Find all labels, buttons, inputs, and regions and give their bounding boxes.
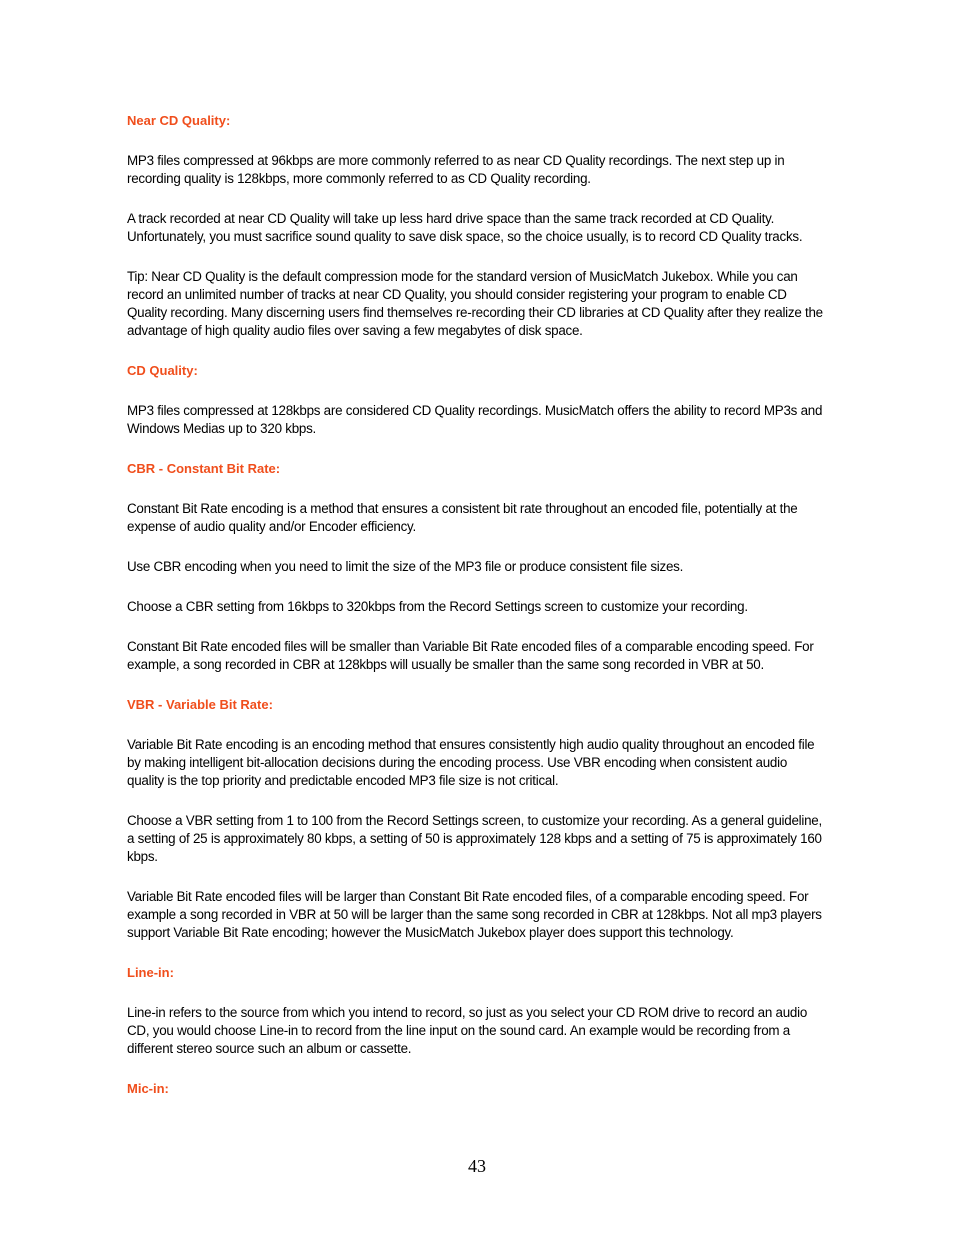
paragraph: Line-in refers to the source from which you intend to record, so just as you select your CD ROM drive to record an audio CD, you would choose Line-in to record from the line input on the sound card. An example would be recording from a different stereo source such an album or cassette. xyxy=(127,1005,808,1056)
paragraph: Constant Bit Rate encoded files will be smaller than Variable Bit Rate encoded files of a comparable encoding speed. For example, a song recorded in CBR at 128kbps will usually be smaller than the same song recorded in VBR at 50. xyxy=(127,639,814,672)
page-number: 43 xyxy=(468,1156,486,1176)
section-vbr xyxy=(127,696,827,942)
paragraph: MP3 files compressed at 96kbps are more commonly referred to as near CD Quality recordings. The next step up in recording quality is 128kbps, more commonly referred to as CD Quality recording. xyxy=(127,153,785,186)
section-heading: Near CD Quality: xyxy=(127,113,231,128)
paragraph: Tip: Near CD Quality is the default compression mode for the standard version of MusicMatch Jukebox. While you can record an unlimited number of tracks at near CD Quality, you should consider registering your program to enable CD Quality recording. Many discerning users find themselves re-recording their CD libraries at CD Quality after they realize the advantage of high quality audio files over saving a few megabytes of disk space. xyxy=(127,269,823,338)
section-near-cd-quality xyxy=(127,112,827,340)
section-heading: VBR - Variable Bit Rate: xyxy=(127,697,273,712)
section-heading: CD Quality: xyxy=(127,363,198,378)
section-mic-in xyxy=(127,1080,827,1098)
section-heading: Mic-in: xyxy=(127,1081,169,1096)
section-line-in xyxy=(127,964,827,1058)
paragraph: Choose a CBR setting from 16kbps to 320kbps from the Record Settings screen to customize your recording. xyxy=(127,599,748,614)
section-cd-quality xyxy=(127,362,827,438)
section-heading: CBR - Constant Bit Rate: xyxy=(127,461,281,476)
paragraph: Choose a VBR setting from 1 to 100 from the Record Settings screen, to customize your recording. As a general guideline, a setting of 25 is approximately 80 kbps, a setting of 50 is approximately 128 kbps and a setting of 75 is approximately 160 kbps. xyxy=(127,813,822,864)
section-heading: Line-in: xyxy=(127,965,174,980)
paragraph: MP3 files compressed at 128kbps are considered CD Quality recordings. MusicMatch offers the ability to record MP3s and Windows Medias up to 320 kbps. xyxy=(127,403,823,436)
paragraph: Variable Bit Rate encoded files will be larger than Constant Bit Rate encoded files, of a comparable encoding speed. For example a song recorded in VBR at 50 will be larger than the same song recorded in CBR at 128kbps. Not all mp3 players support Variable Bit Rate encoding; however the MusicMatch Jukebox player does support this technology. xyxy=(127,889,822,940)
paragraph: Variable Bit Rate encoding is an encoding method that ensures consistently high audio quality throughout an encoded file by making intelligent bit-allocation decisions during the encoding process. Use VBR encoding when consistent audio quality is the top priority and predictable encoded MP3 file size is not critical. xyxy=(127,737,815,788)
paragraph: A track recorded at near CD Quality will take up less hard drive space than the same track recorded at CD Quality. Unfortunately, you must sacrifice sound quality to save disk space, so the choice usually, is to record CD Quality tracks. xyxy=(127,211,803,244)
document-body xyxy=(127,112,827,1120)
section-cbr xyxy=(127,460,827,674)
paragraph: Constant Bit Rate encoding is a method that ensures a consistent bit rate throughout an encoded file, potentially at the expense of audio quality and/or Encoder efficiency. xyxy=(127,501,798,534)
paragraph: Use CBR encoding when you need to limit the size of the MP3 file or produce consistent file sizes. xyxy=(127,559,684,574)
